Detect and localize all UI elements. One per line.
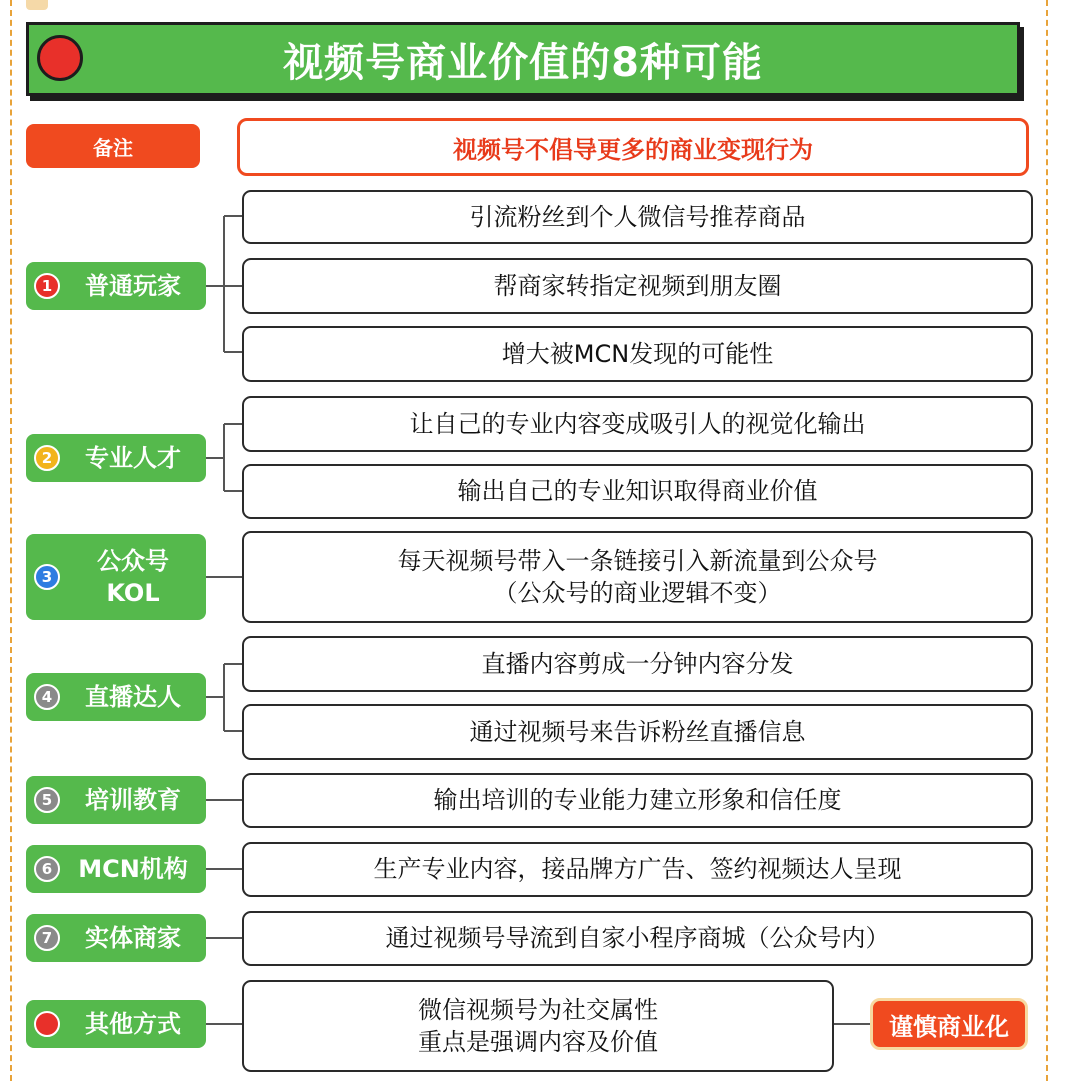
category-label: MCN机构 bbox=[78, 854, 188, 883]
connector-cat1 bbox=[206, 216, 242, 352]
caution-badge: 谨慎商业化 bbox=[870, 998, 1028, 1050]
number-badge-6: 6 bbox=[34, 856, 60, 882]
category-label bbox=[60, 545, 206, 610]
item-box: 帮商家转指定视频到朋友圈 bbox=[242, 258, 1033, 314]
item-box: 增大被MCN发现的可能性 bbox=[242, 326, 1033, 382]
connector-cat4 bbox=[206, 664, 242, 731]
item-box: 通过视频号来告诉粉丝直播信息 bbox=[242, 704, 1033, 760]
item-line2: （公众号的商业逻辑不变） bbox=[493, 579, 782, 607]
item-box bbox=[242, 980, 834, 1072]
category-training-education bbox=[26, 776, 206, 824]
number-badge-5: 5 bbox=[34, 787, 60, 813]
category-label: 直播达人 bbox=[85, 682, 181, 711]
item-box bbox=[242, 531, 1033, 623]
item-line1: 每天视频号带入一条链接引入新流量到公众号 bbox=[397, 546, 878, 575]
category-label: 实体商家 bbox=[85, 923, 181, 952]
item-box: 引流粉丝到个人微信号推荐商品 bbox=[242, 190, 1033, 244]
item-box: 通过视频号导流到自家小程序商城（公众号内） bbox=[242, 911, 1033, 966]
category-other-methods bbox=[26, 1000, 206, 1048]
category-label: 其他方式 bbox=[85, 1009, 181, 1038]
number-badge-2: 2 bbox=[34, 445, 60, 471]
item-box: 生产专业内容，接品牌方广告、签约视频达人呈现 bbox=[242, 842, 1033, 897]
category-mcn-agency bbox=[26, 845, 206, 893]
item-box: 输出培训的专业能力建立形象和信任度 bbox=[242, 773, 1033, 828]
page-title: 视频号商业价值的8种可能 bbox=[283, 39, 763, 86]
connector-cat2 bbox=[206, 424, 242, 491]
number-badge-4: 4 bbox=[34, 684, 60, 710]
category-official-account-kol bbox=[26, 534, 206, 620]
category-live-streamer bbox=[26, 673, 206, 721]
red-dot-icon bbox=[34, 1011, 60, 1037]
note-text: 视频号不倡导更多的商业变现行为 bbox=[237, 118, 1029, 176]
item-box: 直播内容剪成一分钟内容分发 bbox=[242, 636, 1033, 692]
category-physical-merchant bbox=[26, 914, 206, 962]
category-label: 培训教育 bbox=[85, 785, 181, 814]
item-box: 让自己的专业内容变成吸引人的视觉化输出 bbox=[242, 396, 1033, 452]
number-badge-3: 3 bbox=[34, 564, 60, 590]
category-label-line2: KOL bbox=[106, 579, 160, 607]
number-badge-7: 7 bbox=[34, 925, 60, 951]
item-box: 输出自己的专业知识取得商业价值 bbox=[242, 464, 1033, 519]
category-label-line1: 公众号 bbox=[97, 546, 169, 575]
category-label: 专业人才 bbox=[85, 443, 181, 472]
item-line2: 重点是强调内容及价值 bbox=[418, 1028, 658, 1056]
note-label: 备注 bbox=[26, 124, 200, 168]
category-professional bbox=[26, 434, 206, 482]
number-badge-1: 1 bbox=[34, 273, 60, 299]
item-line1: 微信视频号为社交属性 bbox=[418, 995, 658, 1024]
category-label: 普通玩家 bbox=[85, 271, 181, 300]
category-ordinary-player bbox=[26, 262, 206, 310]
